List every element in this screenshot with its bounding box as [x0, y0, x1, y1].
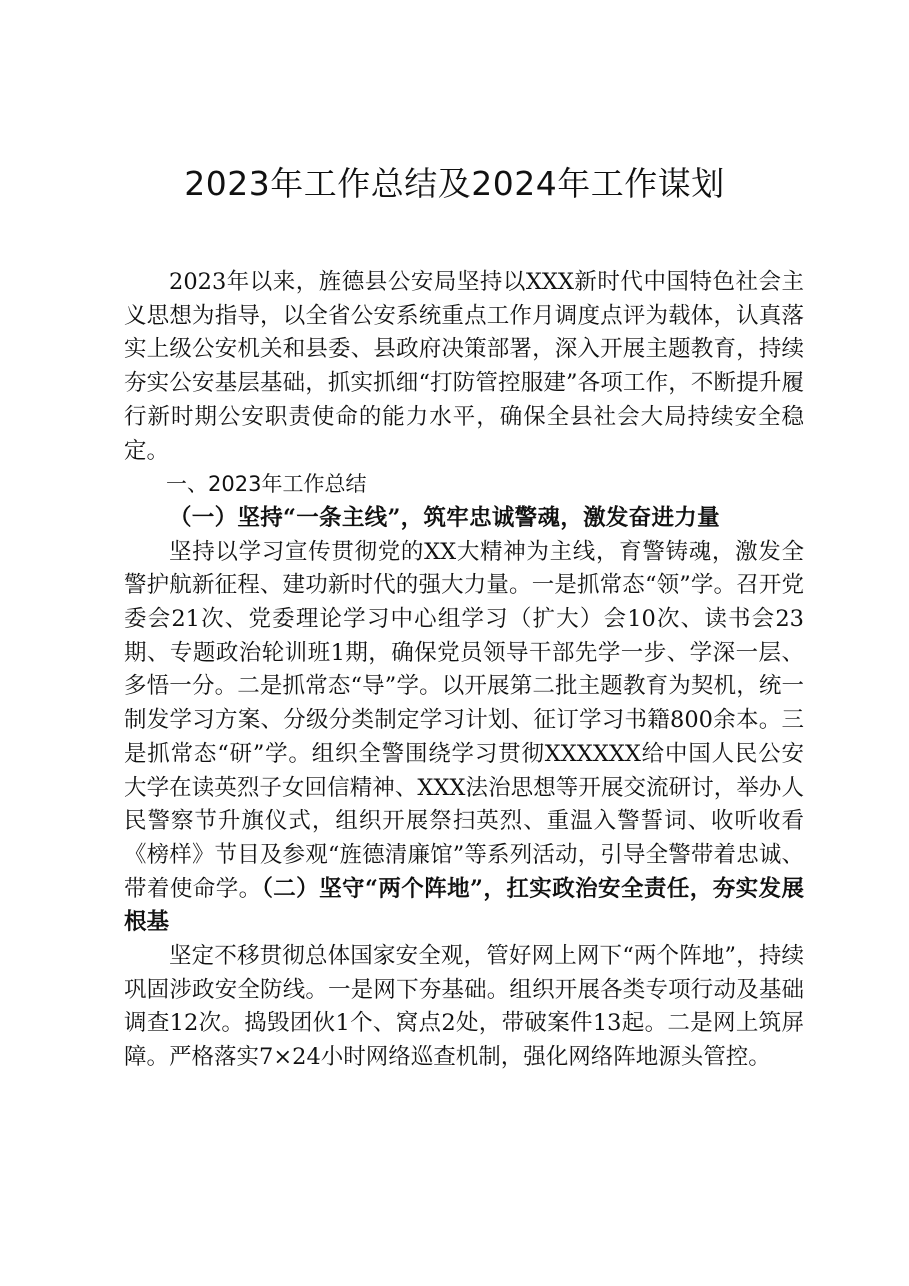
- subsection-1-text: 坚持以学习宣传贯彻党的XX大精神为主线，育警铸魂，激发全警护航新征程、建功新时代的强大力量。一是抓常态“领”学。召开党委会21次、党委理论学习中心组学习（扩大）会10次、读书会23期、专题政治轮训班1期，确保党员领导干部先学一步、学深一层、多悟一分。二是抓常态“导”学。以开展第二批主题教育为契机，统一制发学习方案、分级分类制定学习计划、征订学习书籍800余本。三是抓常态“研”学。组织全警围绕学习贯彻XXXXXX给中国人民公安大学在读英烈子女回信精神、XXX法治思想等开展交流研讨，举办人民警察节升旗仪式，组织开展祭扫英烈、重温入警誓词、收听收看《榜样》节目及参观“旌德清廉馆”等系列活动，引导全警带着忠诚、带着使命学。: [124, 538, 804, 902]
- document-body: [124, 266, 804, 1075]
- subsection-heading-2: （二）坚守“两个阵地”，扛实政治安全责任，夯实发展根基: [124, 875, 804, 936]
- subsection-heading-1: （一）坚持“一条主线”，筑牢忠诚警魂，激发奋进力量: [169, 504, 720, 531]
- subsection-1-paragraph: [124, 536, 804, 940]
- subsection-2-paragraph: 坚定不移贯彻总体国家安全观，管好网上网下“两个阵地”，持续巩固涉政安全防线。一是网下夯基础。组织开展各类专项行动及基础调查12次。捣毁团伙1个、窝点2处，带破案件13起。二是网上筑屏障。严格落实7×24小时网络巡查机制，强化网络阵地源头管控。: [124, 943, 804, 1071]
- document-title: 2023年工作总结及2024年工作谋划: [184, 164, 725, 203]
- section-heading-2023-summary: 一、2023年工作总结: [166, 472, 367, 497]
- intro-paragraph: 2023年以来，旌德县公安局坚持以XXX新时代中国特色社会主义思想为指导，以全省公安系统重点工作月调度点评为载体，认真落实上级公安机关和县委、县政府决策部署，深入开展主题教育，持续夯实公安基层基础，抓实抓细“打防管控服建”各项工作，不断提升履行新时期公安职责使命的能力水平，确保全县社会大局持续安全稳定。: [124, 269, 804, 464]
